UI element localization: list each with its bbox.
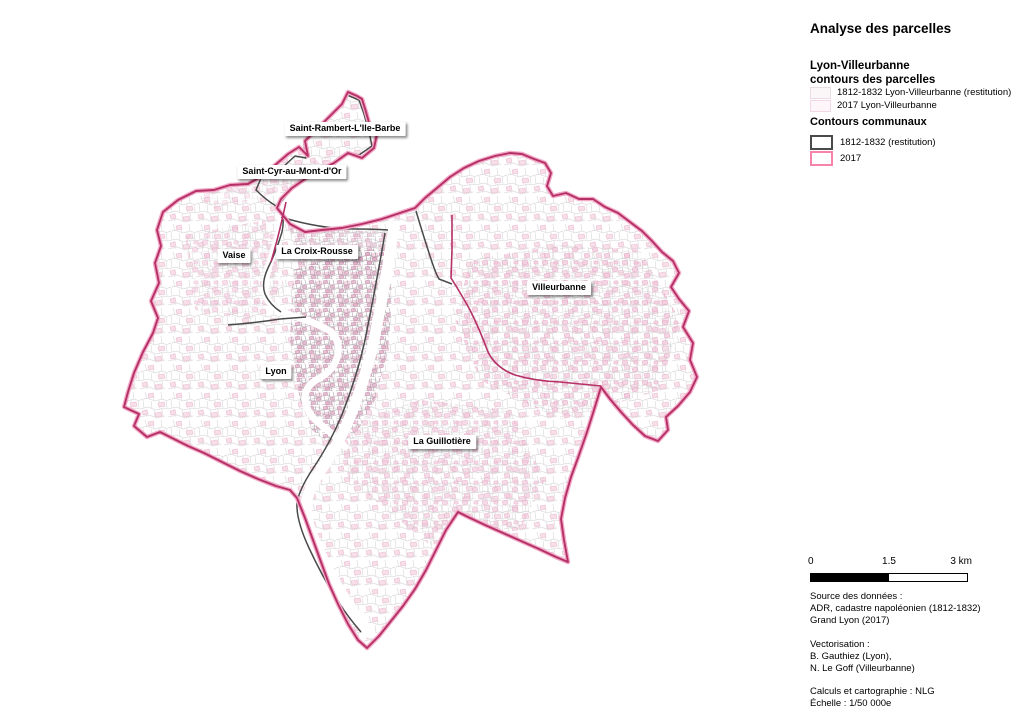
scale-bar-empty-segment bbox=[889, 574, 967, 581]
credit-line: N. Le Goff (Villeurbanne) bbox=[810, 663, 915, 675]
legend-communes-heading: Contours communaux bbox=[810, 116, 927, 128]
legend-parcel-item bbox=[810, 99, 1011, 112]
legend-title: Analyse des parcelles bbox=[810, 21, 952, 36]
commune-contour-swatch bbox=[810, 135, 833, 150]
legend-commune-item bbox=[810, 134, 936, 150]
place-label-lyon: Lyon bbox=[260, 365, 291, 379]
credit-line: Vectorisation : bbox=[810, 638, 870, 650]
scale-end-label: 3 km bbox=[950, 556, 972, 567]
parcel-swatch bbox=[810, 100, 831, 112]
credit-line: Échelle : 1/50 000e bbox=[810, 698, 892, 710]
scale-bar-filled-segment bbox=[811, 574, 889, 581]
scale-bar-graphic bbox=[810, 573, 968, 582]
place-label-villeurbanne: Villeurbanne bbox=[527, 281, 591, 295]
credit-line: B. Gauthiez (Lyon), bbox=[810, 650, 892, 662]
place-label-saint-cyr: Saint-Cyr-au-Mont-d'Or bbox=[237, 165, 346, 179]
credit-line: Source des données : bbox=[810, 591, 903, 602]
credit-line: ADR, cadastre napoléonien (1812-1832) bbox=[810, 603, 981, 615]
commune-contour-swatch bbox=[810, 151, 833, 166]
legend-parcel-items bbox=[810, 86, 1011, 112]
legend-parcel-item bbox=[810, 86, 1011, 99]
credit-text-block bbox=[810, 639, 981, 676]
parcel-item-label: 1812-1832 Lyon-Villeurbanne (restitution) bbox=[837, 87, 1012, 98]
parcel-item-label: 2017 Lyon-Villeurbanne bbox=[837, 100, 937, 111]
place-label-vaise: Vaise bbox=[217, 249, 250, 263]
scale-start-label: 0 bbox=[808, 556, 814, 567]
place-label-guillotiere: La Guillotière bbox=[408, 435, 476, 449]
credit-text-block bbox=[810, 686, 981, 710]
credit-line: Grand Lyon (2017) bbox=[810, 615, 890, 627]
commune-item-label: 2017 bbox=[840, 152, 862, 164]
scale-mid-label: 1.5 bbox=[882, 556, 896, 567]
scale-bar bbox=[808, 556, 972, 582]
legend-commune-item bbox=[810, 150, 936, 166]
scale-bar-numbers bbox=[808, 556, 972, 569]
legend-parcels-heading bbox=[810, 59, 935, 88]
credit-line: Calculs et cartographie : NLG bbox=[810, 686, 935, 698]
parcel-swatch bbox=[810, 87, 831, 99]
parcel-texture-layer bbox=[124, 92, 697, 648]
commune-item-label: 1812-1832 (restitution) bbox=[840, 136, 936, 148]
credit-text-block bbox=[810, 591, 981, 628]
place-label-saint-rambert: Saint-Rambert-L'Ile-Barbe bbox=[285, 122, 406, 136]
legend-parcels-heading-line2: contours des parcelles bbox=[810, 74, 936, 87]
legend-commune-items bbox=[810, 134, 936, 166]
legend-parcels-heading-line1: Lyon-Villeurbanne bbox=[810, 60, 910, 72]
place-label-croix-rousse: La Croix-Rousse bbox=[276, 245, 358, 259]
credits-block bbox=[810, 591, 981, 722]
